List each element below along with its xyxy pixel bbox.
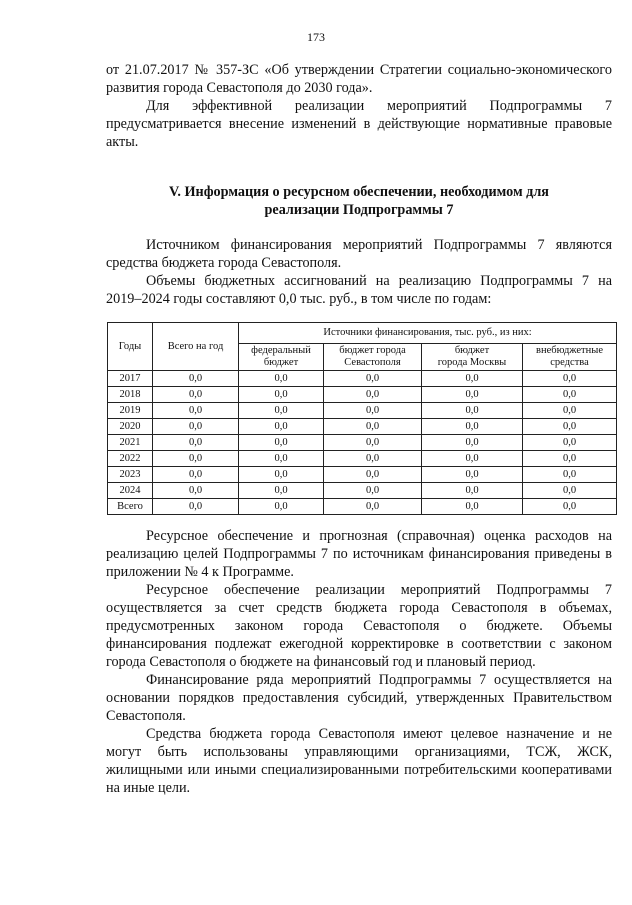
cell-extrabudgetary: 0,0 — [523, 483, 617, 499]
table-row — [108, 435, 617, 451]
cell-federal: 0,0 — [239, 403, 324, 419]
cell-federal: 0,0 — [239, 387, 324, 403]
header-extra-line-2: средства — [550, 357, 589, 368]
cell-sevastopol: 0,0 — [324, 403, 422, 419]
cell-extrabudgetary: 0,0 — [523, 403, 617, 419]
header-moscow-line-2: города Москвы — [437, 357, 507, 368]
intro-paragraph-1: от 21.07.2017 № 357-ЗС «Об утверждении Стратегии социально-экономического развития города Севастополя до 2030 года». — [106, 62, 612, 96]
cell-year: 2017 — [108, 371, 153, 387]
section-heading — [106, 183, 612, 219]
table-row — [108, 387, 617, 403]
cell-total: 0,0 — [153, 499, 239, 515]
cell-moscow: 0,0 — [422, 451, 523, 467]
cell-sevastopol: 0,0 — [324, 499, 422, 515]
cell-total: 0,0 — [153, 467, 239, 483]
resources-text — [106, 527, 612, 797]
cell-federal: 0,0 — [239, 499, 324, 515]
resources-paragraph-3: Финансирование ряда мероприятий Подпрограммы 7 осуществляется на основании порядков предоставления субсидий, утвержденных Правительством Севастополя. — [106, 672, 612, 724]
funding-text — [106, 236, 612, 308]
header-moscow-budget — [422, 344, 523, 371]
section-heading-line-1: V. Информация о ресурсном обеспечении, необходимом для — [169, 184, 549, 200]
cell-federal: 0,0 — [239, 467, 324, 483]
cell-total: 0,0 — [153, 403, 239, 419]
cell-moscow: 0,0 — [422, 387, 523, 403]
cell-year: 2021 — [108, 435, 153, 451]
cell-year: 2019 — [108, 403, 153, 419]
cell-extrabudgetary: 0,0 — [523, 435, 617, 451]
cell-total: 0,0 — [153, 387, 239, 403]
header-sevastopol-budget — [324, 344, 422, 371]
header-federal-budget — [239, 344, 324, 371]
header-sevastopol-line-2: Севастополя — [344, 357, 401, 368]
cell-total: 0,0 — [153, 451, 239, 467]
resources-paragraph-4: Средства бюджета города Севастополя имеют целевое назначение и не могут быть использованы управляющими организациями, ТСЖ, ЖСК, жилищными или иными специализированными потребительскими кооперативами на иные цели. — [106, 726, 612, 796]
funding-paragraph-2: Объемы бюджетных ассигнований на реализацию Подпрограммы 7 на 2019–2024 годы составляют 0,0 тыс. руб., в том числе по годам: — [106, 273, 612, 307]
cell-total: 0,0 — [153, 419, 239, 435]
cell-sevastopol: 0,0 — [324, 483, 422, 499]
funding-paragraph-1: Источником финансирования мероприятий Подпрограммы 7 являются средства бюджета города Севастополя. — [106, 237, 612, 271]
cell-year: Всего — [108, 499, 153, 515]
cell-federal: 0,0 — [239, 371, 324, 387]
cell-extrabudgetary: 0,0 — [523, 371, 617, 387]
cell-year: 2023 — [108, 467, 153, 483]
cell-year: 2024 — [108, 483, 153, 499]
cell-extrabudgetary: 0,0 — [523, 499, 617, 515]
header-extra-line-1: внебюджетные — [536, 345, 603, 356]
cell-total: 0,0 — [153, 371, 239, 387]
cell-sevastopol: 0,0 — [324, 467, 422, 483]
cell-moscow: 0,0 — [422, 419, 523, 435]
header-moscow-line-1: бюджет — [454, 345, 490, 356]
page-number: 173 — [307, 30, 325, 44]
cell-total: 0,0 — [153, 483, 239, 499]
cell-sevastopol: 0,0 — [324, 451, 422, 467]
header-federal-line-1: федеральный — [251, 345, 311, 356]
resources-paragraph-2: Ресурсное обеспечение реализации мероприятий Подпрограммы 7 осуществляется за счет средств бюджета города Севастополя в объемах, предусмотренных законом города Севастополя о бюджете. Объемы финансирования подлежат ежегодной корректировке в соответствии с законом города Севастополя о бюджете на финансовый год и плановый период. — [106, 582, 612, 670]
cell-moscow: 0,0 — [422, 467, 523, 483]
cell-sevastopol: 0,0 — [324, 387, 422, 403]
cell-extrabudgetary: 0,0 — [523, 387, 617, 403]
cell-total: 0,0 — [153, 435, 239, 451]
header-sevastopol-line-1: бюджет города — [339, 345, 406, 356]
cell-sevastopol: 0,0 — [324, 419, 422, 435]
resources-paragraph-1: Ресурсное обеспечение и прогнозная (справочная) оценка расходов на реализацию целей Подпрограммы 7 по источникам финансирования приведены в приложении № 4 к Программе. — [106, 528, 612, 580]
cell-federal: 0,0 — [239, 419, 324, 435]
header-federal-line-2: бюджет — [263, 357, 299, 368]
cell-moscow: 0,0 — [422, 499, 523, 515]
table-row — [108, 419, 617, 435]
cell-extrabudgetary: 0,0 — [523, 419, 617, 435]
cell-year: 2020 — [108, 419, 153, 435]
table-row — [108, 403, 617, 419]
cell-year: 2018 — [108, 387, 153, 403]
cell-federal: 0,0 — [239, 483, 324, 499]
cell-moscow: 0,0 — [422, 435, 523, 451]
header-sources: Источники финансирования, тыс. руб., из них: — [239, 323, 617, 344]
funding-table — [107, 322, 617, 515]
intro-text — [106, 61, 612, 151]
table-row-total — [108, 499, 617, 515]
cell-federal: 0,0 — [239, 435, 324, 451]
cell-moscow: 0,0 — [422, 483, 523, 499]
table-row — [108, 451, 617, 467]
cell-sevastopol: 0,0 — [324, 371, 422, 387]
cell-moscow: 0,0 — [422, 403, 523, 419]
table-row — [108, 467, 617, 483]
table-row — [108, 483, 617, 499]
intro-paragraph-2: Для эффективной реализации мероприятий Подпрограммы 7 предусматривается внесение изменений в действующие нормативные правовые акты. — [106, 98, 612, 150]
cell-sevastopol: 0,0 — [324, 435, 422, 451]
cell-moscow: 0,0 — [422, 371, 523, 387]
table-row — [108, 371, 617, 387]
cell-extrabudgetary: 0,0 — [523, 467, 617, 483]
cell-year: 2022 — [108, 451, 153, 467]
section-heading-line-2: реализации Подпрограммы 7 — [264, 202, 454, 218]
cell-extrabudgetary: 0,0 — [523, 451, 617, 467]
header-extrabudgetary — [523, 344, 617, 371]
cell-federal: 0,0 — [239, 451, 324, 467]
header-years: Годы — [108, 323, 153, 371]
header-total: Всего на год — [153, 323, 239, 371]
